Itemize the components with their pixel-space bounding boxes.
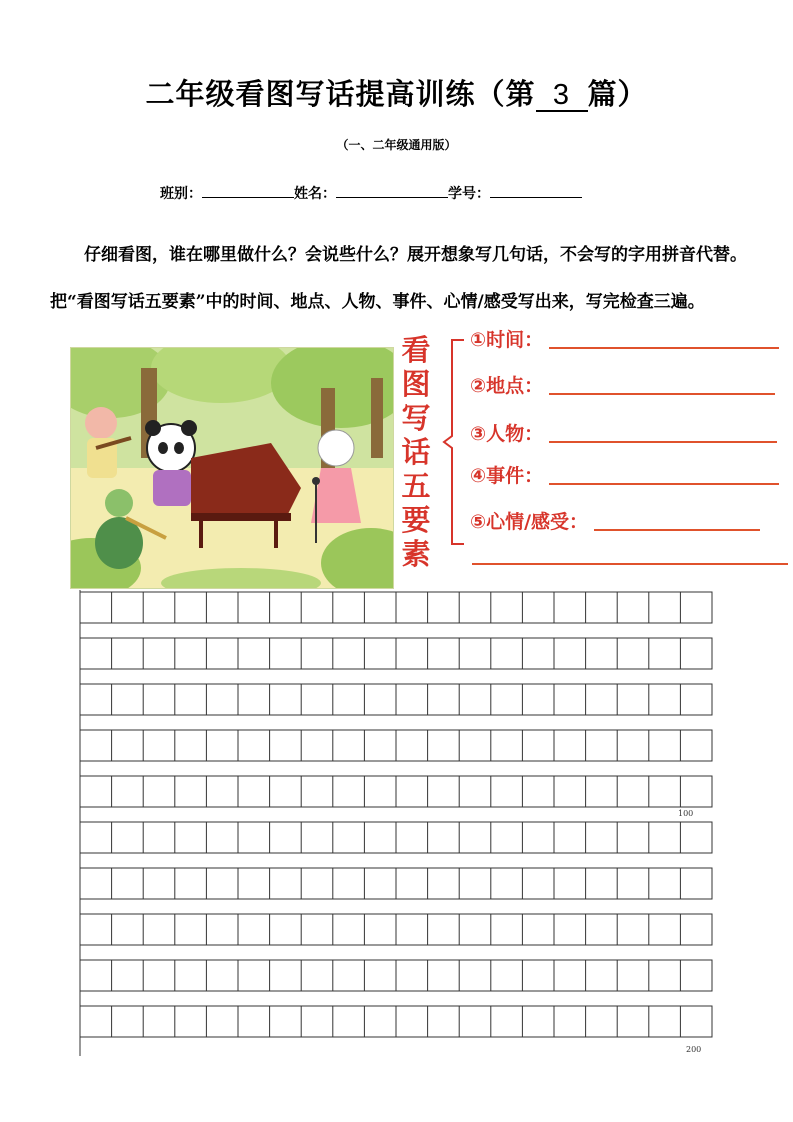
element-characters-label: ③人物： [470,423,544,445]
forest-concert-picture [71,348,393,588]
id-field[interactable] [490,183,582,198]
scene-illustration [70,347,394,589]
grid-lines [78,590,724,1058]
name-label: 姓名： [294,186,336,202]
element-extra-line[interactable] [472,563,788,565]
element-place-label: ②地点： [470,375,544,397]
element-event [470,462,779,488]
element-characters-blank[interactable] [549,440,777,443]
title-char: 话 [401,435,431,469]
title-char: 看 [401,333,431,367]
brace-bracket [438,336,468,548]
five-elements-title [396,333,436,571]
element-characters [470,420,777,446]
page-title [0,72,793,113]
title-suffix: 篇） [587,77,648,111]
instructions-text: 仔细看图，谁在哪里做什么？会说些什么？展开想象写几句话，不会写的字用拼音代替。把“看图写话五要素”中的时间、地点、人物、事件、心情/感受写出来，写完检查三遍。 [50,245,747,312]
element-event-blank[interactable] [549,482,779,485]
title-char: 要 [401,503,431,537]
title-char: 素 [401,537,431,571]
title-number[interactable]: 3 [536,80,588,112]
writing-grid[interactable] [78,590,724,1058]
element-time-blank[interactable] [549,346,779,349]
student-info-row [160,183,582,203]
title-prefix: 二年级看图写话提高训练（第 [145,77,536,111]
element-feeling [470,508,760,534]
element-place-blank[interactable] [549,392,775,395]
name-field[interactable] [336,183,448,198]
element-feeling-label: ⑤心情/感受： [470,511,589,533]
element-time-label: ①时间： [470,329,544,351]
element-event-label: ④事件： [470,465,544,487]
class-label: 班别： [160,186,202,202]
element-time [470,326,779,352]
class-field[interactable] [202,183,294,198]
page-subtitle: （一、二年级通用版） [336,138,457,152]
title-char: 五 [401,469,431,503]
title-char: 写 [401,401,431,435]
grid-marker-200: 200 [686,1045,702,1054]
element-feeling-blank[interactable] [594,528,760,531]
element-place [470,372,775,398]
grid-marker-100: 100 [678,809,694,818]
id-label: 学号： [448,186,490,202]
title-char: 图 [401,367,431,401]
